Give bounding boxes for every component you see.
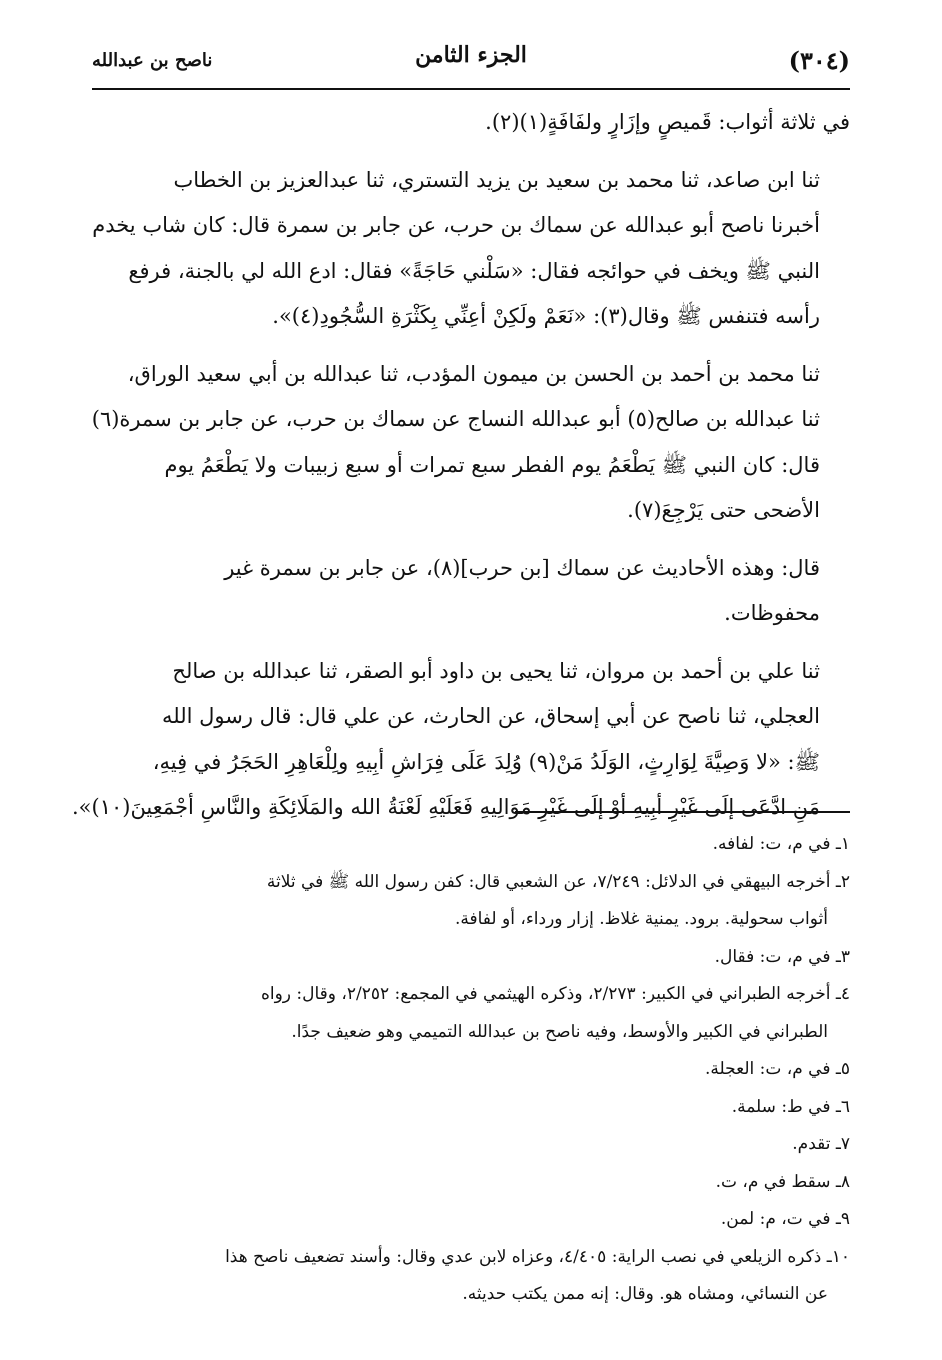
footnote-10-continued: عن النسائي، ومشاه هو. وقال: إنه ممن يكتب حديثه.: [462, 1284, 828, 1304]
paragraph-2: [92, 158, 850, 340]
text-line: العجلي، ثنا ناصح عن أبي إسحاق، عن الحارث، عن علي قال: قال رسول الله: [162, 704, 820, 728]
footnote-3: ٣ـ في م، ت: فقال.: [714, 946, 850, 967]
text-line: قال: كان النبي ﷺ يَطْعَمُ يوم الفطر سبع تمرات أو سبع زبيبات ولا يَطْعَمُ يوم: [164, 452, 820, 477]
text-line: الأضحى حتى يَرْجِعَ(٧).: [627, 498, 820, 522]
footnote-6: ٦ـ في ط: سلمة.: [731, 1096, 850, 1117]
text-line: ﷺ: «لا وَصِيَّةَ لِوَارِثٍ، الوَلَدُ مَنْ(٩) وُلِدَ عَلَى فِرَاشِ أبِيهِ ولِلْعَاهِرِ الحَجَرُ في فِيهِ،: [152, 749, 820, 774]
text-line: قال: وهذه الأحاديث عن سماك [بن حرب](٨)، عن جابر بن سمرة غير: [224, 555, 820, 580]
text-line: مَنِ ادَّعَى إلَى غَيْرِ أبِيهِ أوْ إلَى غَيْرِ مَوَالِيهِ فَعَلَيْهِ لَعْنَةُ الله والمَلَائِكَةِ والنَّاسِ أجْمَعِينَ(١٠)».: [71, 795, 820, 819]
text-line: ثنا علي بن أحمد بن مروان، ثنا يحيى بن داود أبو الصقر، ثنا عبدالله بن صالح: [172, 658, 820, 683]
paragraph-1: [92, 100, 850, 146]
running-header: [92, 40, 850, 84]
footnote-2: ٢ـ أخرجه البيهقي في الدلائل: ٧/٢٤٩، عن الشعبي قال: كفن رسول الله ﷺ في ثلاثة: [266, 871, 850, 892]
main-text: [71, 100, 850, 843]
text-line: محفوظات.: [724, 601, 820, 625]
paragraph-3: [92, 352, 850, 534]
author-name: ناصح بن عبدالله: [92, 50, 213, 71]
paragraph-4: [92, 546, 850, 637]
footnote-1: ١ـ في م، ت: لفافه.: [712, 834, 850, 854]
header-rule: [92, 88, 850, 90]
footnote-8: ٨ـ سقط في م، ت.: [715, 1171, 850, 1192]
paragraph-5: [71, 649, 850, 831]
footnote-10: ١٠ـ ذكره الزيلعي في نصب الراية: ٤/٤٠٥، وعزاه لابن عدي وقال: وأسند تضعيف ناصح هذا: [225, 1246, 850, 1267]
footnote-4: ٤ـ أخرجه الطبراني في الكبير: ٢/٢٧٣، وذكره الهيثمي في المجمع: ٢/٢٥٢، وقال: رواه: [260, 984, 850, 1004]
footnotes: [92, 826, 850, 1314]
footnote-2-continued: أثواب سحولية. برود. يمنية غلاظ. إزار ورداء، أو لفافة.: [454, 909, 828, 929]
footnote-5: ٥ـ في م، ت: العجلة.: [705, 1059, 850, 1079]
text-line: رأسه فتنفس ﷺ وقال(٣): «نَعَمْ ولَكِنْ أعِنِّي بِكَثْرَةِ السُّجُودِ(٤)».: [272, 304, 820, 328]
footnote-9: ٩ـ في ت، م: لمن.: [720, 1209, 850, 1229]
footnote-rule: [515, 811, 850, 813]
text-line: في ثلاثة أثواب: قَميصٍ وإزَارٍ ولفَافَةٍ(١)(٢).: [485, 110, 850, 134]
footnote-4-continued: الطبراني في الكبير والأوسط، وفيه ناصح بن عبدالله التميمي وهو ضعيف جدًا.: [291, 1021, 828, 1042]
text-line: أخبرنا ناصح أبو عبدالله عن سماك بن حرب، عن جابر بن سمرة قال: كان شاب يخدم: [92, 213, 820, 237]
text-line: النبي ﷺ ويخف في حوائجه فقال: «سَلْني حَاجَةً» فقال: ادع الله لي بالجنة، فرفع: [128, 258, 820, 283]
footnote-7: ٧ـ تقدم.: [792, 1134, 850, 1154]
part-title: الجزء الثامن: [415, 42, 527, 68]
text-line: ثنا عبدالله بن صالح(٥) أبو عبدالله النساج عن سماك بن حرب، عن جابر بن سمرة(٦): [91, 407, 820, 431]
text-line: ثنا ابن صاعد، ثنا محمد بن سعيد بن يزيد التستري، ثنا عبدالعزيز بن الخطاب: [173, 167, 820, 192]
page-number: (٣٠٤): [788, 46, 850, 75]
text-line: ثنا محمد بن أحمد بن الحسن بن ميمون المؤدب، ثنا عبدالله بن أبي سعيد الوراق،: [127, 361, 820, 386]
